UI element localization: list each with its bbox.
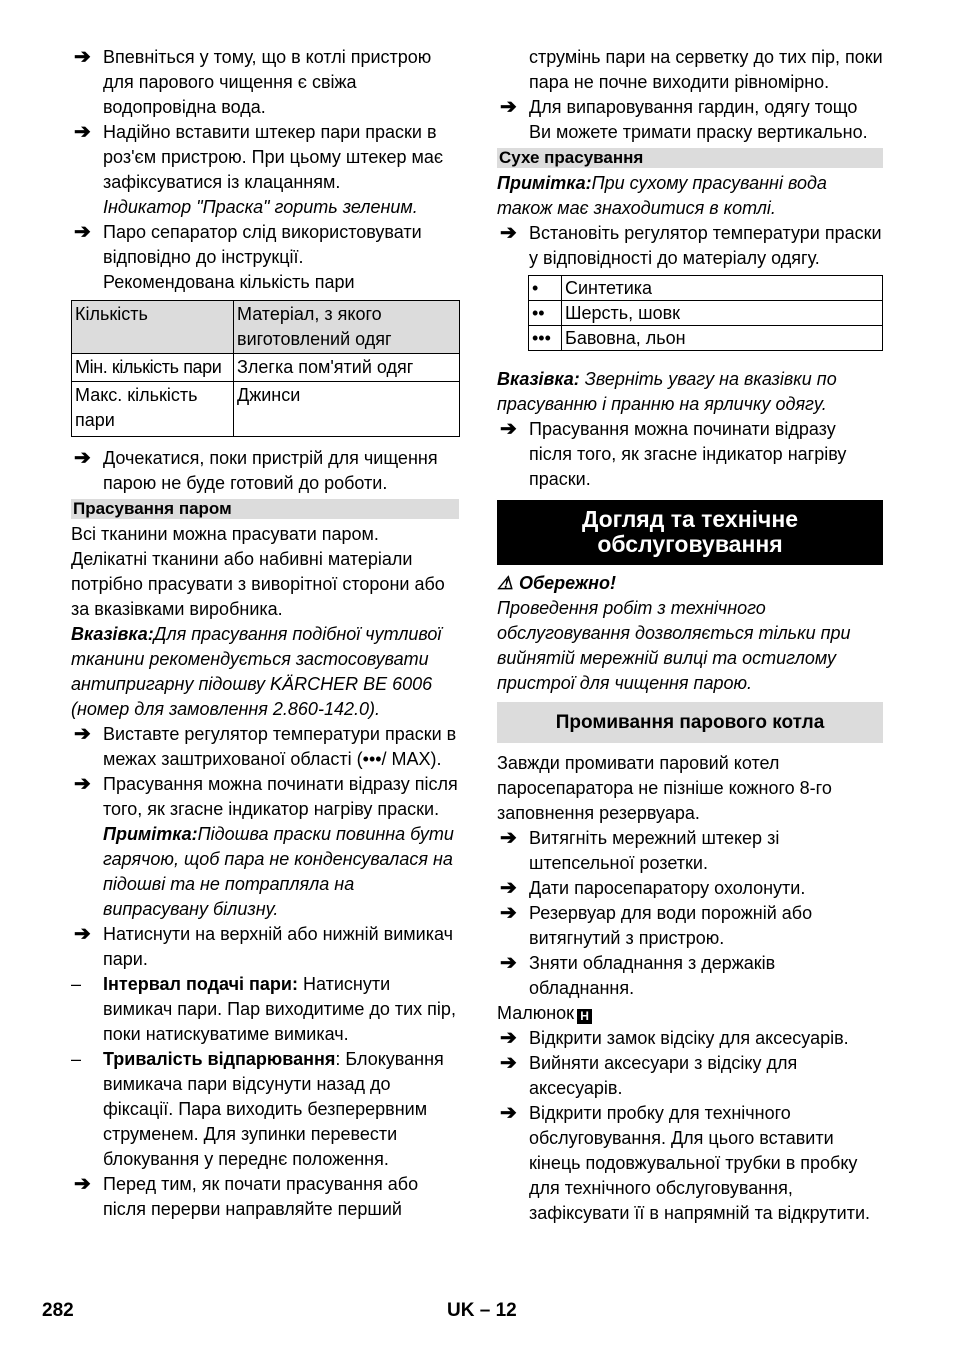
bullet-item: ➔ Впевніться у тому, що в котлі пристрою для парового чищення є свіжа водопровідна вода. [74, 46, 432, 117]
arrow-icon: ➔ [500, 96, 517, 118]
bullet-item: ➔ Дати паросепаратору охолонути. [500, 877, 806, 899]
table-cell: • [529, 276, 562, 301]
note: Вказівка: Зверніть увагу на вказівки по прасуванню і пранню на ярличку одягу. [497, 369, 837, 414]
arrow-icon: ➔ [74, 1173, 91, 1195]
right-column [497, 45, 883, 1226]
bullet-item: ➔ Прасування можна починати відразу після того, як згасне індикатор нагріву праски. [74, 773, 458, 819]
indicator-note: Індикатор "Праска" горить зеленим. [103, 197, 418, 217]
table-cell: •• [529, 301, 562, 326]
warning-icon: ⚠ [497, 573, 514, 593]
note: Примітка:При сухому прасуванні вода також має знаходитися в котлі. [497, 173, 827, 218]
arrow-icon: ➔ [500, 222, 517, 244]
table-cell: Макс. кількість пари [72, 382, 234, 437]
table-header-row [72, 301, 460, 354]
arrow-icon: ➔ [74, 46, 91, 68]
caution-text: Проведення робіт з технічного обслуговування дозволяється тільки при вийнятій мережній вилці та остиглому пристрої для чищення парою. [497, 598, 851, 693]
table-header-cell: Кількість [72, 301, 234, 354]
subsection-heading: Промивання парового котла [497, 702, 883, 743]
bullet-item: ➔ Перед тим, як почати прасування або після перерви направляйте перший [74, 1173, 419, 1219]
bullet-item: ➔ Надійно вставити штекер пари праски в роз'єм пристрою. При цьому штекер має зафіксуватися із клацанням. [74, 121, 444, 192]
table-cell: Джинси [234, 382, 460, 437]
dash-item: – Тривалість відпарювання: Блокування вимикача пари відсунути назад до фіксації. Пара виходить безперервним струменем. Для зупинки перевести блокування у переднє положення. [71, 1049, 444, 1169]
note: Примітка:Підошва праски повинна бути гарячою, щоб пара не конденсувалася на підошві та не потрапляла на випрасувану білизну. [103, 824, 454, 919]
arrow-icon: ➔ [74, 773, 91, 795]
steam-amount-table [71, 300, 460, 437]
table-row [529, 301, 883, 326]
dash-marker: – [71, 1049, 82, 1069]
arrow-icon: ➔ [500, 1052, 517, 1074]
bullet-item: ➔ Резервуар для води порожній або витягнутий з пристрою. [500, 902, 813, 948]
left-column [71, 45, 459, 1222]
paragraph: Завжди промивати паровий котел паросепаратора не пізніше кожного 8-го заповнення резервуара. [497, 753, 832, 823]
page-label: UK – 12 [447, 1300, 517, 1321]
page-number: 282 [42, 1300, 74, 1321]
table-cell: Бавовна, льон [562, 326, 883, 351]
recommended-steam-label: Рекомендована кількість пари [103, 272, 355, 292]
arrow-icon: ➔ [500, 827, 517, 849]
table-cell: Мін. кількість пари [72, 354, 234, 382]
bullet-item: ➔ Виставте регулятор температури праски в межах заштрихованої області (•••/ MAX). [74, 723, 457, 769]
table-row [72, 382, 460, 437]
arrow-icon: ➔ [500, 418, 517, 440]
continued-text: струмінь пари на серветку до тих пір, поки пара не почне виходити рівномірно. [529, 47, 883, 92]
arrow-icon: ➔ [500, 1027, 517, 1049]
arrow-icon: ➔ [74, 923, 91, 945]
temperature-table [528, 275, 883, 351]
figure-reference: Малюнок H [497, 1001, 883, 1026]
bullet-item: ➔ Натиснути на верхній або нижній вимикач пари. [74, 923, 453, 969]
table-cell: Шерсть, шовк [562, 301, 883, 326]
bullet-item: ➔ Відкрити замок відсіку для аксесуарів. [500, 1027, 849, 1049]
chapter-heading: Догляд та технічне обслуговування [497, 500, 883, 565]
note: Вказівка:Для прасування подібної чутливої тканини рекомендується застосовувати антипригарну підошву KÄRCHER BE 6006 (номер для замовлення 2.860-142.0). [71, 624, 442, 719]
figure-h-icon: H [577, 1009, 592, 1024]
table-cell: Злегка пом'ятий одяг [234, 354, 460, 382]
bullet-item: ➔ Паро сепаратор слід використовувати відповідно до інструкції. [74, 221, 422, 267]
arrow-icon: ➔ [500, 902, 517, 924]
section-title-dry-ironing: Сухе прасування [497, 148, 883, 168]
bullet-item: ➔ Встановіть регулятор температури праски у відповідності до матеріалу одягу. [500, 222, 882, 268]
arrow-icon: ➔ [500, 877, 517, 899]
table-row [72, 354, 460, 382]
table-row [529, 276, 883, 301]
bullet-item: ➔ Прасування можна починати відразу після того, як згасне індикатор нагріву праски. [500, 418, 847, 489]
section-title-steam-ironing: Прасування паром [71, 499, 459, 519]
table-row [529, 326, 883, 351]
dash-item: – Інтервал подачі пари: Натиснути вимикач пари. Пар виходитиме до тих пір, поки натискуватиме вимикач. [71, 974, 456, 1044]
arrow-icon: ➔ [500, 952, 517, 974]
bullet-item: ➔ Для випаровування гардин, одягу тощо Ви можете тримати праску вертикально. [500, 96, 868, 142]
table-header-cell: Матеріал, з якого виготовлений одяг [234, 301, 460, 354]
arrow-icon: ➔ [74, 723, 91, 745]
paragraph: Всі тканини можна прасувати паром. Делікатні тканини або набивні матеріали потрібно прасувати з виворітної сторони або за вказівками виробника. [71, 524, 445, 619]
arrow-icon: ➔ [500, 1102, 517, 1124]
table-cell: Синтетика [562, 276, 883, 301]
arrow-icon: ➔ [74, 447, 91, 469]
bullet-item: ➔ Дочекатися, поки пристрій для чищення парою не буде готовий до роботи. [74, 447, 438, 493]
caution-label: ⚠ Обережно! [497, 571, 883, 596]
bullet-item: ➔ Витягніть мережний штекер зі штепсельної розетки. [500, 827, 780, 873]
bullet-item: ➔ Вийняти аксесуари з відсіку для аксесуарів. [500, 1052, 798, 1098]
table-cell: ••• [529, 326, 562, 351]
bullet-item: ➔ Відкрити пробку для технічного обслуговування. Для цього вставити кінець подовжувальної трубки в пробку для технічного обслуговування, зафіксувати її в напрямній та відкрутити. [500, 1102, 871, 1223]
arrow-icon: ➔ [74, 221, 91, 243]
bullet-item: ➔ Зняти обладнання з держаків обладнання. [500, 952, 776, 998]
arrow-icon: ➔ [74, 121, 91, 143]
dash-marker: – [71, 974, 82, 994]
